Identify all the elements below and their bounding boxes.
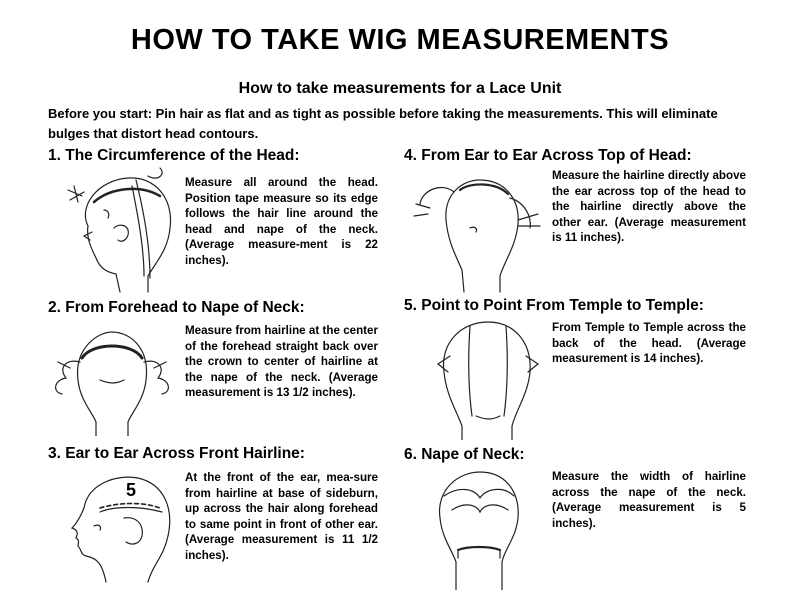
section-5-text: From Temple to Temple across the back of the head. (Average measurement is 14 inches). [552,321,746,366]
head-front-tape-over-top-icon [400,168,548,294]
intro-note: Before you start: Pin hair as flat and as tight as possible before taking the measurements. This will eliminate bulges that distort head contours. [48,106,718,141]
section-6-text: Measure the width of hairline across the nape of the neck. (Average measurement is 5 inches). [552,470,746,530]
section-3-text: At the front of the ear, mea-sure from hairline at base of sideburn, up across the hair along forehead to same point in front of other ear. (Average measurement is 11 1/2 inches). [185,471,378,562]
section-4-text: Measure the hairline directly above the ear across top of the head to the hairline directly above the other ear. (Average measurement is 11 inches). [552,169,746,245]
section-2-text: Measure from hairline at the center of the forehead straight back over the crown to center of hairline at the nape of the neck. (Average measurement is 13 1/2 inches). [185,324,378,400]
section-1-heading: 1. The Circumference of the Head: [48,147,300,164]
head-back-nape-icon [404,466,546,590]
head-back-tape-over-crown-icon [40,318,180,436]
section-4-heading: 4. From Ear to Ear Across Top of Head: [404,147,692,164]
head-side-tape-around-icon [48,166,180,296]
section-6-heading: 6. Nape of Neck: [404,446,525,463]
head-back-temple-to-temple-icon [410,316,558,440]
illustration-label: 5 [126,480,137,500]
page-title: HOW TO TAKE WIG MEASUREMENTS [130,24,670,56]
section-3-heading: 3. Ear to Ear Across Front Hairline: [48,445,305,462]
section-2-heading: 2. From Forehead to Nape of Neck: [48,299,305,316]
head-profile-front-hairline-icon [40,466,180,584]
page-subtitle: How to take measurements for a Lace Unit [238,80,562,97]
section-5-heading: 5. Point to Point From Temple to Temple: [404,297,704,314]
section-1-text: Measure all around the head. Position tape measure so its edge follows the hair line around the head and nape of the neck. (Average measure-ment is 22 inches). [185,176,378,267]
